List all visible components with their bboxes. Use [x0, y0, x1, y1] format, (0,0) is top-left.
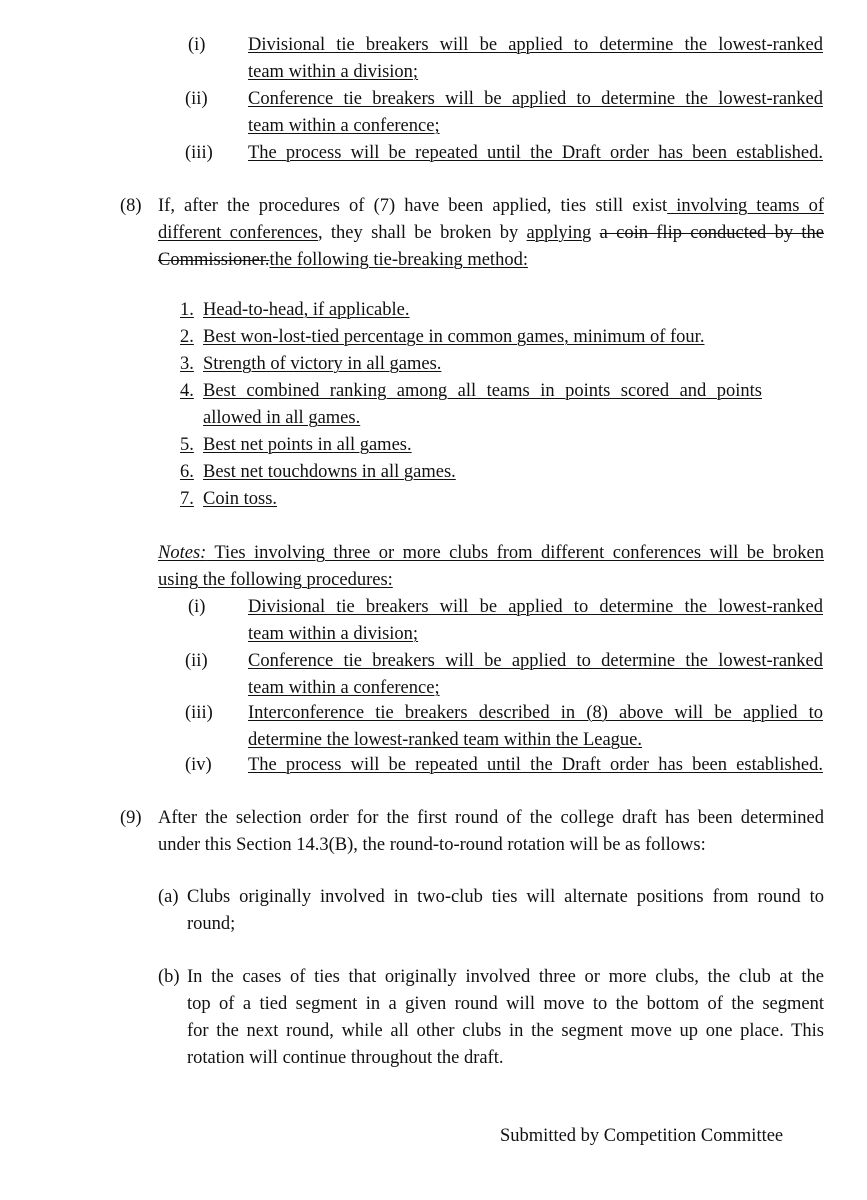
- list7-num-2: (ii): [185, 89, 208, 109]
- notes-item-4-line1: The process will be repeated until the Draft order has been established.: [248, 755, 823, 775]
- tiebreak-num-1: 1.: [180, 300, 194, 320]
- notes-num-1: (i): [188, 597, 206, 617]
- tiebreak-num-2: 2.: [180, 327, 194, 347]
- para9b-line1: In the cases of ties that originally involved three or more clubs, the club at the: [187, 967, 824, 987]
- para9a-line2: round;: [187, 914, 236, 934]
- tiebreak-num-5: 5.: [180, 435, 194, 455]
- list7-item-1-line1: Divisional tie breakers will be applied to determine the lowest-ranked: [248, 35, 823, 55]
- notes-item-3-line2: determine the lowest-ranked team within the League.: [248, 730, 643, 750]
- list7-num-1: (i): [188, 35, 206, 55]
- para9b-line2: top of a tied segment in a given round will move to the bottom of the segment: [187, 994, 824, 1014]
- para9a-line1: Clubs originally involved in two-club ties will alternate positions from round to: [187, 887, 824, 907]
- para9b-number: (b): [158, 967, 180, 987]
- para9-line2: under this Section 14.3(B), the round-to-round rotation will be as follows:: [158, 835, 706, 855]
- notes-num-3: (iii): [185, 703, 213, 723]
- notes-line1: Notes: Ties involving three or more clubs from different conferences will be broken: [158, 543, 824, 563]
- list7-num-3: (iii): [185, 143, 213, 163]
- notes-item-2-line1: Conference tie breakers will be applied to determine the lowest-ranked: [248, 651, 823, 671]
- notes-item-1-line1: Divisional tie breakers will be applied to determine the lowest-ranked: [248, 597, 823, 617]
- para8-number: (8): [120, 196, 142, 216]
- notes-item-1-line2: team within a division;: [248, 624, 419, 644]
- para8-line3: Commissioner.the following tie-breaking method:: [158, 250, 528, 270]
- para9-number: (9): [120, 808, 142, 828]
- tiebreak-num-7: 7.: [180, 489, 194, 509]
- notes-item-3-line1: Interconference tie breakers described in (8) above will be applied to: [248, 703, 823, 723]
- notes-num-2: (ii): [185, 651, 208, 671]
- tiebreak-num-4: 4.: [180, 381, 194, 401]
- list7-item-2-line2: team within a conference;: [248, 116, 440, 136]
- tiebreak-item-1: Head-to-head, if applicable.: [203, 300, 410, 320]
- para8-line2: different conferences, they shall be broken by applying a coin flip conducted by the: [158, 223, 824, 243]
- list7-item-3-line1: The process will be repeated until the Draft order has been established.: [248, 143, 823, 163]
- tiebreak-item-2: Best won-lost-tied percentage in common games, minimum of four.: [203, 327, 705, 347]
- para8-line1: If, after the procedures of (7) have been applied, ties still exist involving teams of: [158, 196, 824, 216]
- notes-label: Notes:: [158, 543, 207, 563]
- tiebreak-item-7: Coin toss.: [203, 489, 278, 509]
- list7-item-2-line1: Conference tie breakers will be applied to determine the lowest-ranked: [248, 89, 823, 109]
- para9b-line3: for the next round, while all other clubs in the segment move up one place. This: [187, 1021, 824, 1041]
- para9b-line4: rotation will continue throughout the draft.: [187, 1048, 504, 1068]
- tiebreak-item-3: Strength of victory in all games.: [203, 354, 442, 374]
- list7-item-1-line2: team within a division;: [248, 62, 419, 82]
- tiebreak-item-6: Best net touchdowns in all games.: [203, 462, 456, 482]
- para9-line1: After the selection order for the first round of the college draft has been determined: [158, 808, 824, 828]
- tiebreak-num-6: 6.: [180, 462, 194, 482]
- tiebreak-num-3: 3.: [180, 354, 194, 374]
- submitted-by: Submitted by Competition Committee: [500, 1126, 784, 1146]
- para9a-number: (a): [158, 887, 179, 907]
- notes-num-4: (iv): [185, 755, 212, 775]
- notes-line2: using the following procedures:: [158, 570, 393, 590]
- notes-item-2-line2: team within a conference;: [248, 678, 440, 698]
- tiebreak-item-4-line2: allowed in all games.: [203, 408, 361, 428]
- tiebreak-item-4-line1: Best combined ranking among all teams in points scored and points: [203, 381, 762, 401]
- tiebreak-item-5: Best net points in all games.: [203, 435, 412, 455]
